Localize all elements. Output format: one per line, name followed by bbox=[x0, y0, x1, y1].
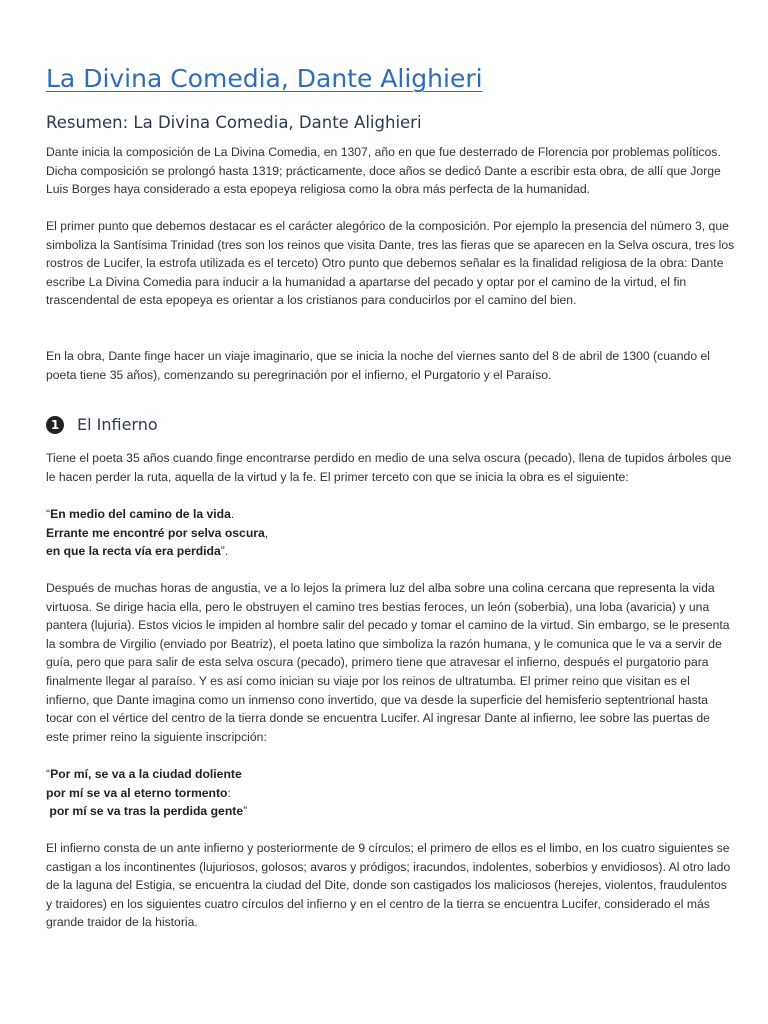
intro-paragraph-3: En la obra, Dante finge hacer un viaje imaginario, que se inicia la noche del viernes santo del 8 de abril de 1300 (cuando el poeta tiene 35 años), comenzando su peregrinación por el infierno, el Purgatorio y el Paraíso. bbox=[46, 349, 710, 382]
inscription-line-3-punct: ” bbox=[243, 804, 248, 819]
verse-open-quote: “ bbox=[46, 507, 51, 521]
verse-line-2-punct: , bbox=[264, 525, 269, 540]
verse-line-3-punct: ”. bbox=[220, 544, 229, 559]
verse-line-1: En medio del camino de la vida bbox=[50, 507, 231, 521]
infierno-paragraph-1: Tiene el poeta 35 años cuando finge encontrarse perdido en medio de una selva oscura (pecado), llena de tupidos árboles que le hacen perder la ruta, aquella de la virtud y la fe. El primer terceto con que se inicia la obra es el siguiente: bbox=[46, 451, 732, 484]
section-heading-label: El Infierno bbox=[77, 415, 158, 434]
verse-opening-tercet bbox=[46, 505, 736, 561]
section-heading-infierno bbox=[46, 413, 158, 437]
inscription-line-2-punct: : bbox=[227, 785, 231, 800]
verse-line-2: Errante me encontré por selva oscura bbox=[46, 525, 265, 540]
summary-subtitle: Resumen: La Divina Comedia, Dante Alighieri bbox=[46, 113, 422, 132]
inscription-line-2: por mí se va al eterno tormento bbox=[46, 785, 228, 800]
verse-line-3: en que la recta vía era perdida bbox=[46, 544, 221, 559]
verse-line-1-punct: . bbox=[230, 507, 235, 521]
page-title-link[interactable]: La Divina Comedia, Dante Alighieri bbox=[46, 64, 483, 93]
inscription-line-3: por mí se va tras la perdida gente bbox=[46, 804, 244, 819]
verse-inscription bbox=[46, 765, 736, 821]
inscription-line-1: Por mí, se va a la ciudad doliente bbox=[50, 767, 242, 781]
number-one-icon: 1 bbox=[46, 416, 64, 434]
inscription-open-quote: “ bbox=[46, 767, 51, 781]
intro-paragraph-1: Dante inicia la composición de La Divina Comedia, en 1307, año en que fue desterrado de Florencia por problemas políticos. Dicha composición se prolongó hasta 1319; prácticamente, doce años se dedicó Dante a escribir esta obra, de allí que Jorge Luis Borges haya considerado a esta epopeya religiosa como la obra más perfecta de la humanidad. bbox=[46, 145, 721, 197]
infierno-paragraph-3: El infierno consta de un ante infierno y posteriormente de 9 círculos; el primero de ellos es el limbo, en los cuatro siguientes se castigan a los incontinentes (lujuriosos, golosos; avaros y pródigos; iracundos, indolentes, soberbios y envidiosos). Al otro lado de la laguna del Estigia, se encuentra la ciudad del Dite, donde son castigados los maliciosos (herejes, violentos, fraudulentos y traidores) en los siguientes cuatro círculos del infierno y en el centro de la tierra se encuentra Lucifer, considerado el más grande traidor de la historia. bbox=[46, 841, 731, 930]
infierno-paragraph-2: Después de muchas horas de angustia, ve a lo lejos la primera luz del alba sobre una colina cercana que representa la vida virtuosa. Se dirige hacia ella, pero le obstruyen el camino tres bestias feroces, un león (soberbia), una loba (avaricia) y una pantera (lujuria). Estos vicios le impiden al hombre salir del pecado y tomar el camino de la virtud. Sin embargo, se le presenta la sombra de Virgilio (enviado por Beatriz), el poeta latino que simboliza la razón humana, y le comunica que le va a servir de guía, pero que para salir de esta selva oscura (pecado), primero tiene que atravesar el infierno, después el purgatorio para finalmente llegar al paraíso. Y es así como inician su viaje por los reinos de ultratumba. El primer reino que visitan es el infierno, que Dante imagina como un inmenso cono invertido, que va desde la superficie del hemisferio septentrional hasta tocar con el vértice del centro de la tierra donde se encuentra Lucifer. Al ingresar Dante al infierno, lee sobre las puertas de este primer reino la siguiente inscripción: bbox=[46, 581, 730, 744]
intro-paragraph-2: El primer punto que debemos destacar es el carácter alegórico de la composición. Por ejemplo la presencia del número 3, que simboliza la Santísima Trinidad (tres son los reinos que visita Dante, tres las fieras que se aparecen en la Selva oscura, tres los rostros de Lucifer, la estrofa utilizada es el terceto) Otro punto que debemos señalar es la finalidad religiosa de la obra: Dante escribe La Divina Comedia para inducir a la humanidad a apartarse del pecado y optar por el camino de la virtud, el fin trascendental de esta epopeya es orientar a los cristianos para conducirlos por el camino del bien. bbox=[46, 219, 735, 308]
